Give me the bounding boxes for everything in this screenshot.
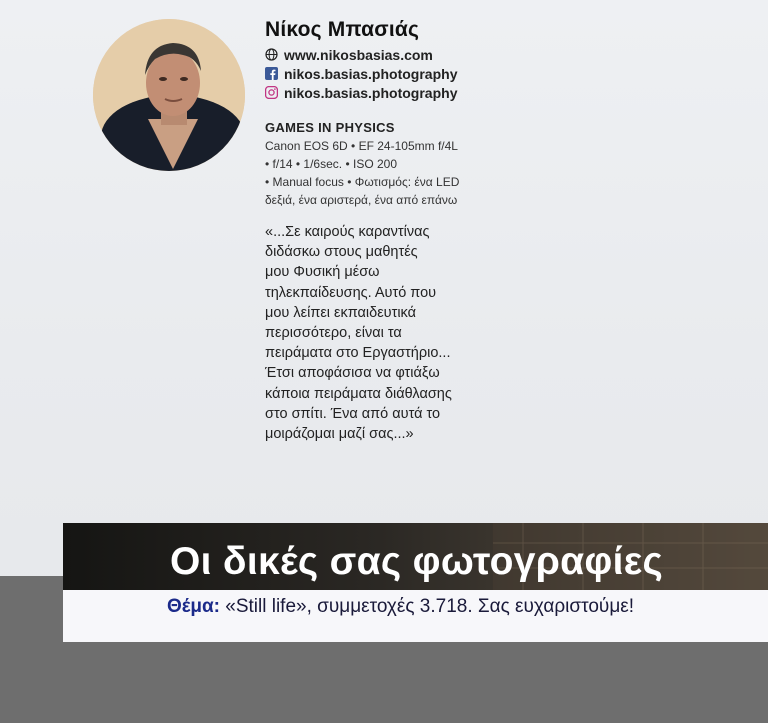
banner-title: Οι δικές σας φωτογραφίες — [170, 540, 664, 583]
photo-specs — [265, 137, 495, 209]
facebook-row[interactable] — [265, 64, 457, 83]
website-row[interactable] — [265, 45, 457, 64]
instagram-row[interactable] — [265, 83, 457, 102]
banner-subject-strip — [63, 590, 768, 642]
section-banner — [63, 523, 768, 642]
specs-line: • f/14 • 1/6sec. • ISO 200 — [265, 157, 398, 171]
facebook-icon — [265, 67, 278, 80]
specs-line: Canon EOS 6D • EF 24-105mm f/4L — [265, 139, 458, 153]
subject-label: Θέμα: — [167, 596, 220, 617]
author-name: Νίκος Μπασιάς — [265, 18, 420, 41]
author-block — [265, 18, 457, 102]
instagram-link[interactable]: nikos.basias.photography — [284, 84, 458, 101]
author-portrait — [93, 19, 245, 171]
author-quote: «...Σε καιρούς καραντίνας διδάσκω στους μαθητές μου Φυσική μέσω τηλεκπαίδευσης. Αυτό που μου λείπει εκπαιδευτικά περισσότερο, είναι τα πειράματα στο Εργαστήριο... Έτσι αποφάσισα να φτιάξω κάποια πειράματα διάθλασης στο σπίτι. Ένα από αυτά το μοιράζομαι μαζί σας...» — [265, 224, 452, 443]
globe-icon — [265, 48, 278, 61]
photo-title: GAMES IN PHYSICS — [265, 120, 395, 135]
website-link[interactable]: www.nikosbasias.com — [284, 46, 433, 63]
portrait-image — [93, 19, 245, 171]
facebook-link[interactable]: nikos.basias.photography — [284, 65, 458, 82]
subject-line — [167, 596, 634, 618]
specs-line: δεξιά, ένα αριστερά, ένα από επάνω — [265, 193, 458, 207]
subject-text: «Still life», συμμετοχές 3.718. Σας ευχαριστούμε! — [219, 596, 635, 617]
instagram-icon — [265, 86, 278, 99]
banner-header — [63, 523, 768, 590]
specs-line: • Manual focus • Φωτισμός: ένα LED — [265, 175, 460, 189]
